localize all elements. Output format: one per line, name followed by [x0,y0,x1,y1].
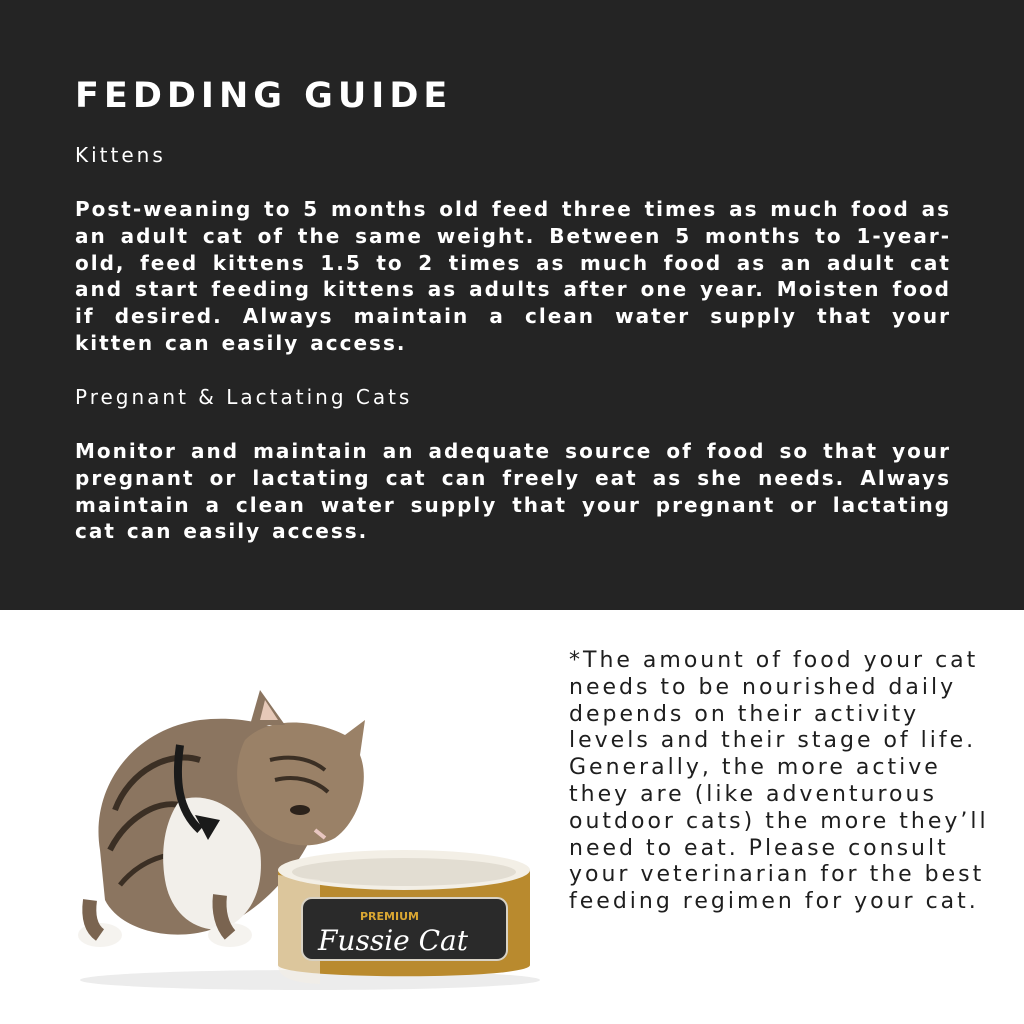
kittens-heading: Kittens [75,143,166,167]
bowl-brand-label: Fussie Cat [318,924,468,957]
pregnant-paragraph: Monitor and maintain an adequate source of food so that your pregnant or lactating cat can freely eat as she needs. Always maintain a clean water supply that your pregnant or lactating cat can easily access. [75,439,951,544]
feeding-note: *The amount of food your cat needs to be nourished daily depends on their activity levels and their stage of life. Generally, the more active they are (like adventurous outdoor cats) the more they’ll need to eat. Please consult your veterinarian for the best feeding regimen for your cat. [569,648,989,915]
kittens-paragraph: Post-weaning to 5 months old feed three times as much food as an adult cat of the same weight. Between 5 months to 1-year-old, feed kittens 1.5 to 2 times as much food as an adult cat and start feeding kittens as adults after one year. Moisten food if desired. Always maintain a clean water supply that your kitten can easily access. [75,197,951,355]
food-bowl [278,850,530,984]
kitten-with-bowl-photo [60,680,560,1000]
pregnant-heading: Pregnant & Lactating Cats [75,385,413,409]
bowl-premium-label: PREMIUM [360,910,419,923]
page-title: FEDDING GUIDE [75,76,453,116]
